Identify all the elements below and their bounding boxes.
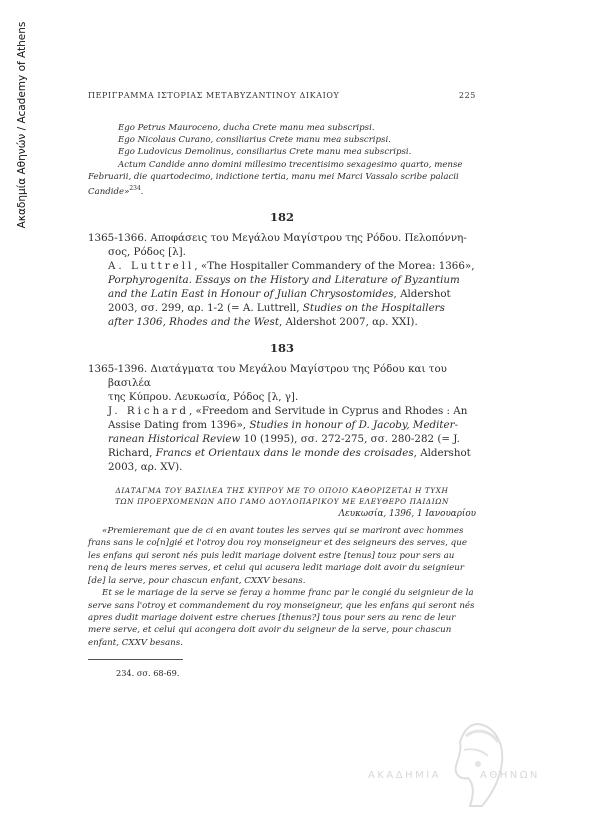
latin-line: Ego Ludovicus Demolinus, consiliarius Crete manu mea subscripsi.: [118, 147, 412, 158]
latin-subscriptions: [88, 122, 476, 198]
entry-heading: 1365-1366. Αποφάσεις του Μεγάλου Μαγίστρου της Ρόδου. Πελοπόννη- σος, Ρόδος [λ].: [88, 232, 467, 259]
entry-number-183: 183: [269, 341, 294, 356]
entry-182: [88, 231, 476, 329]
entry-bibliography: A. Luttrell, «The Hospitaller Commandery of the Morea: 1366», Porphyrogenita. Essays on the History and Literature of Byzantium and the Latin East in Honour of Julian Chrysostomides, Aldershot 2003, σσ. 299, αρ. 1-2 (= A. Luttrell, Studies on the Hospitallers after 1306, Rhodes and the West, Aldershot 2007, αρ. XXI).: [108, 260, 475, 329]
document-date: Λευκωσία, 1396, 1 Ιανουαρίου: [338, 509, 476, 520]
latin-paragraph: Actum Candide anno domini millesimo trecentisimo sexagesimo quarto, mense: [118, 159, 463, 170]
entry-183: [88, 362, 476, 474]
french-paragraph: Et se le mariage de la serve se feray a homme franc par le congié du seignieur de la serve sans l'otroy et commandement du roy monseigneur, que les enfans qui seront nés apres dudit mariage doivent estre cherues [thenus?] tous pour sers au renc de leur mere serve, et celui qui acongera doit avoir du seigneur de la serve, pour chascun enfant, CXXV besans.: [88, 588, 475, 648]
watermark-left: ΑΚΑΔΗΜΙΑ: [368, 770, 442, 781]
latin-line: Ego Petrus Mauroceno, ducha Crete manu mea subscripsi.: [118, 123, 375, 133]
page-number: 225: [458, 91, 476, 100]
latin-paragraph-end: Candide»$^{234}$.: [88, 185, 144, 197]
watermark-right: ΑΘΗΝΩΝ: [480, 770, 540, 781]
header-title: ΠΕΡΙΓΡΑΜΜΑ ΙΣΤΟΡΙΑΣ ΜΕΤΑΒΥΖΑΝΤΙΝΟΥ ΔΙΚΑΙΟΥ: [88, 91, 340, 100]
sidebar-label: Ακαδημία Αθηνών / Academy of Athens: [16, 21, 28, 229]
athena-head-icon: [448, 720, 508, 812]
footnote: 234. σσ. 68-69.: [116, 668, 180, 679]
entry-bibliography: J. Richard, «Freedom and Servitude in Cyprus and Rhodes : An Assise Dating from 1396», Studies in honour of D. Jacoby, Mediter- ranean Historical Review 10 (1995), σσ. 272-275, σσ. 280-282 (= J. Richard, Francs et Orientaux dans le monde des croisades, Aldershot 2003, αρ. XV).: [108, 405, 471, 474]
footnote-ref: 234: [129, 185, 141, 193]
page-body: [88, 122, 476, 678]
latin-paragraph-cont: Februarii, die quartodecimo, indictione tertia, manu mei Marci Vassalo scribe palacii: [88, 171, 459, 182]
running-header: [88, 91, 476, 100]
latin-line: Ego Nicolaus Curano, consiliarius Crete manu mea subscripsi.: [118, 135, 391, 146]
document-title: ΔΙΑΤΑΓΜΑ ΤΟΥ ΒΑΣΙΛΕΑ ΤΗΣ ΚΥΠΡΟΥ ΜΕ ΤΟ ΟΠΟΙΟ ΚΑΘΟΡΙΖΕΤΑΙ Η ΤΥΧΗ ΤΩΝ ΠΡΟΕΡΧΟΜΕΝΩΝ ΑΠΟ ΓΑΜΟ ΔΟΥΛΟΠΑΡΙΚΟΥ ΜΕ ΕΛΕΥΘΕΡΟ ΠΑΙΔΙΩΝ: [115, 486, 449, 507]
footnote-divider: [88, 659, 183, 660]
entry-number-182: 182: [269, 210, 294, 225]
french-text: [88, 525, 476, 649]
sidebar-watermark: [0, 0, 44, 839]
academy-seal-watermark: [368, 720, 588, 820]
french-paragraph: «Premieremant que de ci en avant toutes les serves qui se mariront avec hommes frans sans le co[n]gié et l'otroy dou roy monseigneur et des seigneurs des serves, que les enfans qui seront nés puis ledit mariage doivent estre [tenus] touz pour sers au renq de leurs meres serves, et celui qui acusera ledit mariage doit avoir du seignieur [de] la serve, pour chascun enfant, CXXV besans.: [88, 526, 467, 586]
entry-heading: 1365-1396. Διατάγματα του Μεγάλου Μαγίστρου της Ρόδου και του βασιλέα της Κύπρου. Λευκωσία, Ρόδος [λ, γ].: [88, 363, 447, 404]
